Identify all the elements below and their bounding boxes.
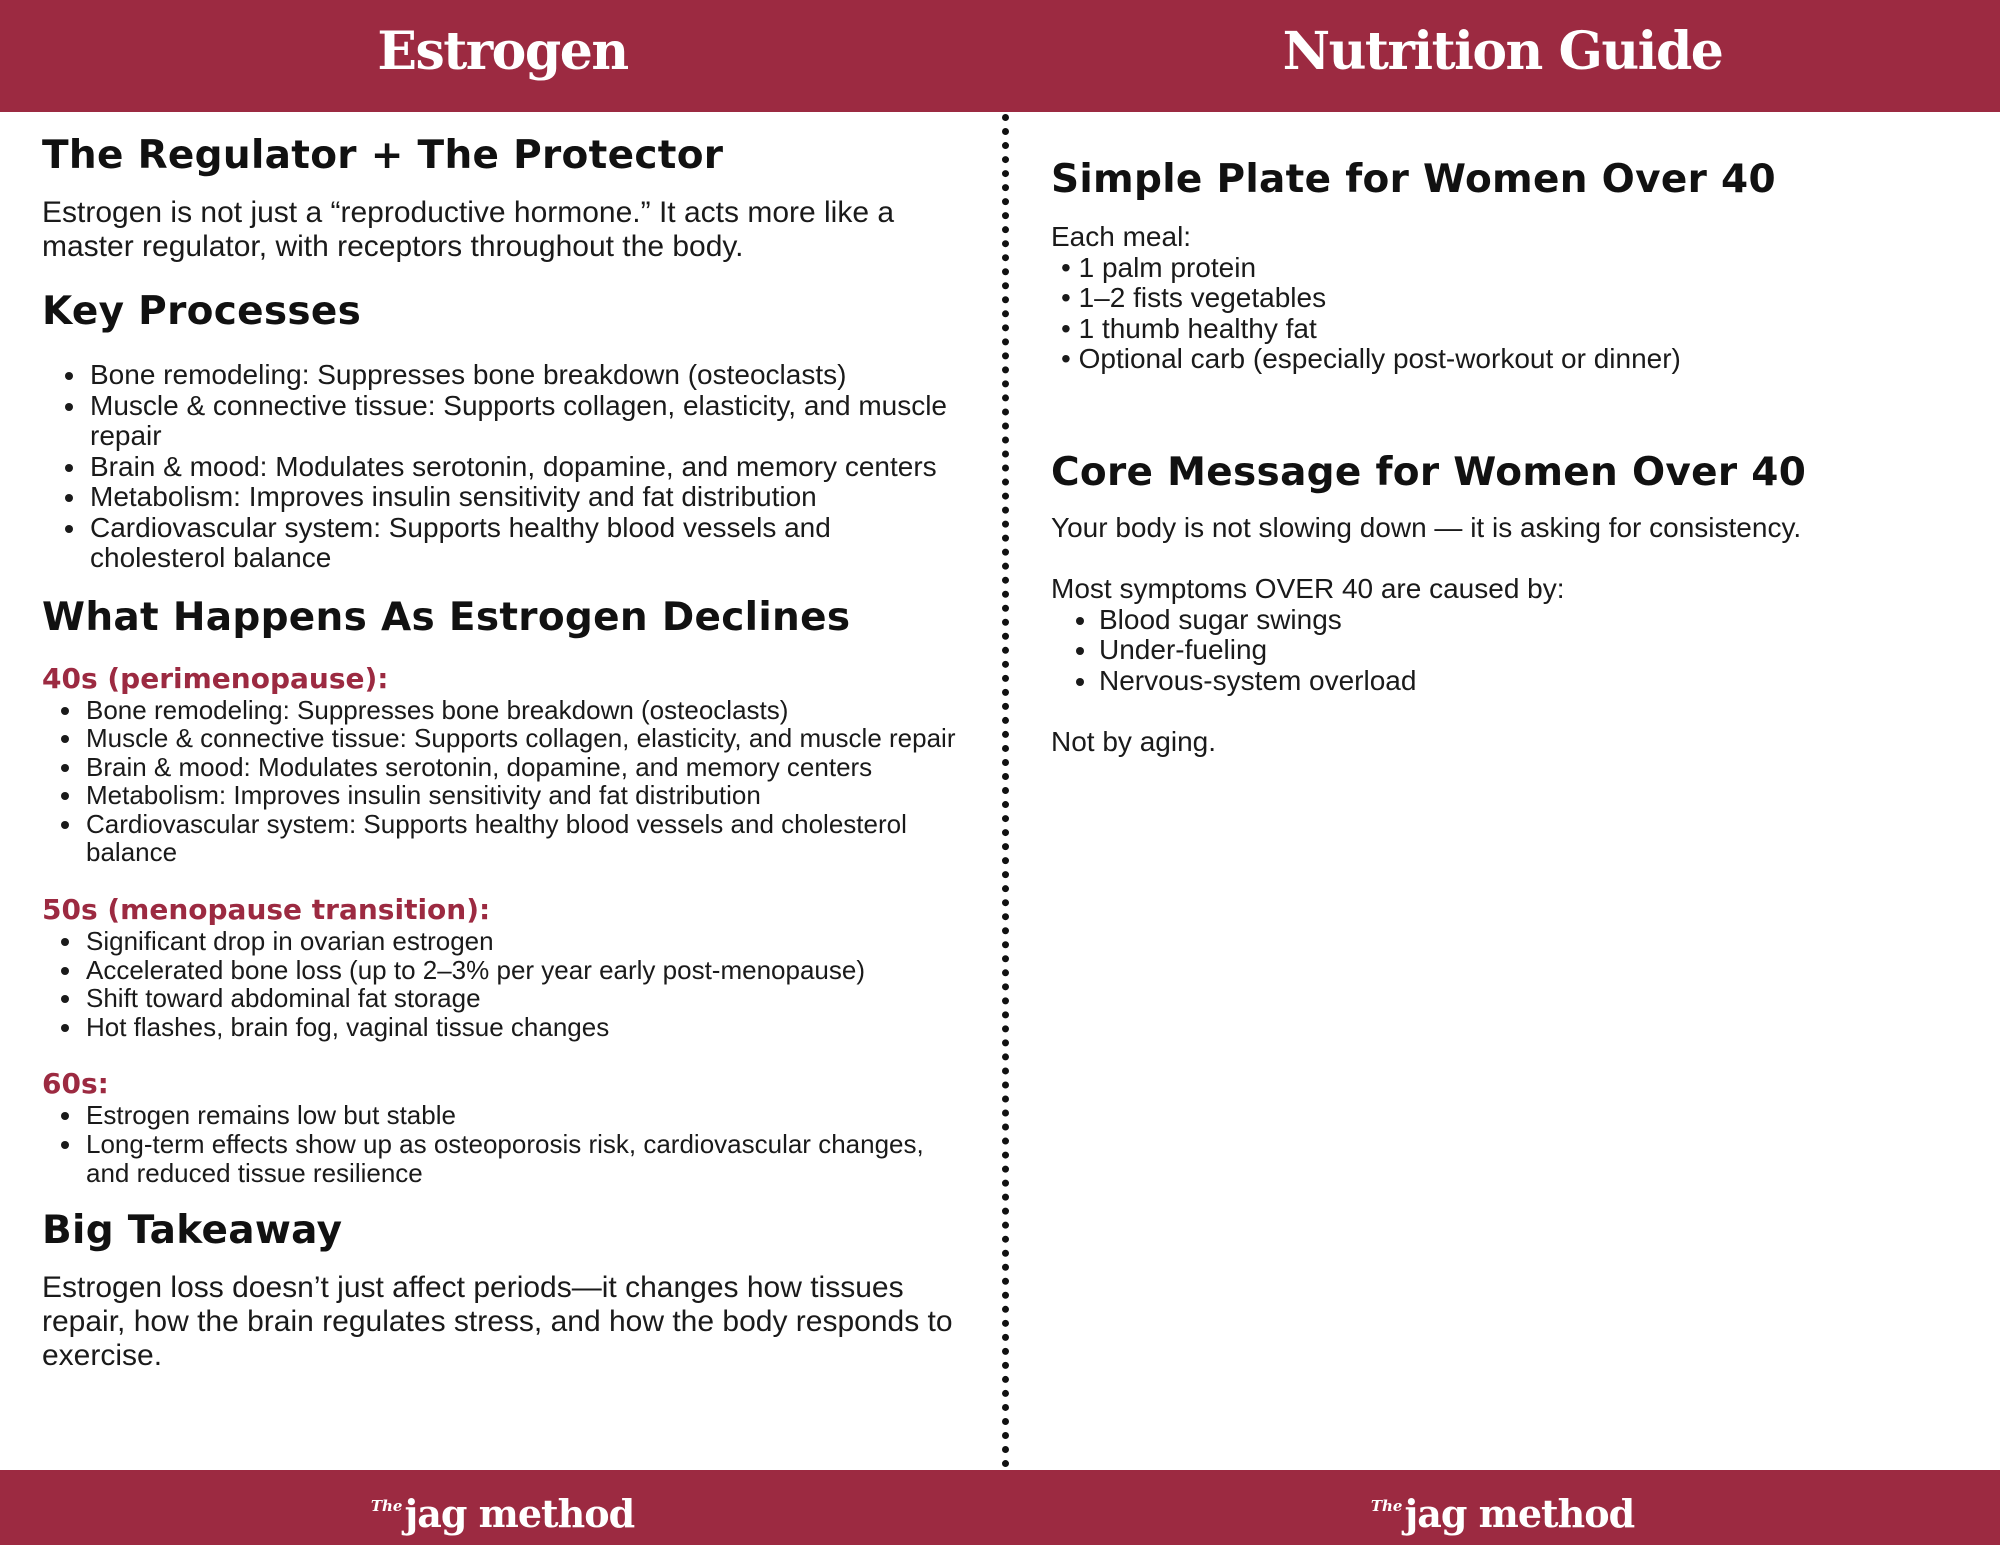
right-column [1051,154,1951,758]
center-dotted-divider [1002,114,1009,1468]
list-item: • Shift toward abdominal fat storage [84,984,962,1013]
jag-method-logo-right: $^{The}$jag method [1370,1491,1635,1536]
meal-list [1051,253,1951,375]
right-page-title: Nutrition Guide [1282,21,1723,82]
list-item: • Brain & mood: Modulates serotonin, dopamine, and memory centers [88,452,962,483]
core-message-text: Your body is not slowing down — it is asking for consistency. [1051,511,1802,543]
symptoms-intro: Most symptoms OVER 40 are caused by: [1051,573,1565,604]
list-item: • 1 thumb healthy fat [1061,314,1951,345]
key-processes-heading: Key Processes [42,289,362,334]
list-item: • Long-term effects show up as osteoporosis risk, cardiovascular changes, and reduced tissue resilience [84,1130,962,1187]
list-item: • Muscle & connective tissue: Supports collagen, elasticity, and muscle repair [84,724,962,753]
core-message-heading: Core Message for Women Over 40 [1051,449,1807,495]
list-item: • Blood sugar swings [1099,605,1951,636]
decline-40s-label: 40s (perimenopause): [42,661,389,695]
decline-60s-list [42,1101,962,1187]
estrogen-intro: Estrogen is not just a “reproductive hormone.” It acts more like a master regulator, with receptors throughout the body. [42,196,895,263]
closing-text: Not by aging. [1051,726,1216,757]
jag-method-logo-left: $^{The}$jag method [370,1491,635,1536]
list-item: • 1–2 fists vegetables [1061,283,1951,314]
list-item: • Metabolism: Improves insulin sensitivity and fat distribution [84,781,962,810]
decline-heading: What Happens As Estrogen Declines [42,594,851,640]
symptoms-list [1051,605,1951,697]
list-item: • Muscle & connective tissue: Supports collagen, elasticity, and muscle repair [88,391,962,452]
list-item: • Accelerated bone loss (up to 2–3% per year early post-menopause) [84,956,962,985]
decline-40s-list [42,696,962,868]
list-item: • Bone remodeling: Suppresses bone breakdown (osteoclasts) [84,696,962,725]
list-item: • Hot flashes, brain fog, vaginal tissue changes [84,1013,962,1042]
list-item: • Bone remodeling: Suppresses bone breakdown (osteoclasts) [88,360,962,391]
list-item: • Cardiovascular system: Supports healthy blood vessels and cholesterol balance [84,810,962,867]
list-item: • Optional carb (especially post-workout or dinner) [1061,344,1951,375]
takeaway-text: Estrogen loss doesn’t just affect periods—it changes how tissues repair, how the brain regulates stress, and how the body responds to exercise. [42,1271,953,1373]
left-column [42,130,962,1373]
list-item: • Significant drop in ovarian estrogen [84,927,962,956]
list-item: • Cardiovascular system: Supports healthy blood vessels and cholesterol balance [88,513,962,574]
decline-50s-label: 50s (menopause transition): [42,893,491,927]
list-item: • Estrogen remains low but stable [84,1101,962,1130]
takeaway-heading: Big Takeaway [42,1208,343,1254]
list-item: • Brain & mood: Modulates serotonin, dopamine, and memory centers [84,753,962,782]
regulator-heading: The Regulator + The Protector [42,133,724,178]
decline-60s-label: 60s: [42,1067,109,1101]
meal-intro: Each meal: [1051,221,1192,252]
key-processes-list [42,360,962,574]
list-item: • 1 palm protein [1061,253,1951,284]
left-page-title: Estrogen [377,21,628,82]
list-item: • Nervous-system overload [1099,666,1951,697]
decline-50s-list [42,927,962,1041]
list-item: • Under-fueling [1099,635,1951,666]
list-item: • Metabolism: Improves insulin sensitivity and fat distribution [88,482,962,513]
simple-plate-heading: Simple Plate for Women Over 40 [1051,157,1776,202]
